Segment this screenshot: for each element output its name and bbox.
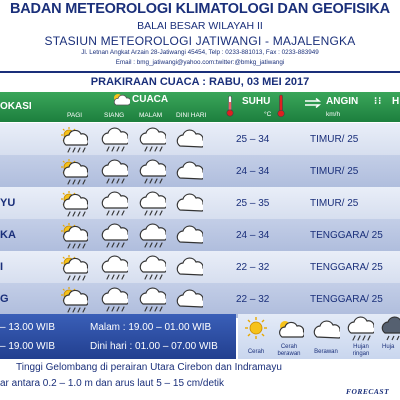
sun-cloud-rain-icon xyxy=(60,159,88,185)
sun-icon xyxy=(244,317,268,339)
cloud-icon xyxy=(175,255,203,281)
cloud-rain-icon xyxy=(138,255,166,281)
cloud-rain-icon xyxy=(100,127,128,153)
period-pagi: PAGI xyxy=(67,112,83,119)
heavy-rain-icon xyxy=(380,316,400,342)
cloud-rain-icon xyxy=(138,159,166,185)
cloud-rain-icon xyxy=(138,223,166,249)
legend-cerah-berawan: Cerah berawan xyxy=(277,344,301,357)
table-header xyxy=(0,92,400,122)
weather-legend xyxy=(238,314,400,359)
wind-value: TIMUR/ 25 xyxy=(310,198,359,209)
forecast-brand: FORECAST xyxy=(346,387,390,396)
cloud-rain-icon xyxy=(138,191,166,217)
region-title: BALAI BESAR WILAYAH II xyxy=(137,20,263,32)
sun-cloud-rain-icon xyxy=(60,223,88,249)
marquee-line-2: ar antara 0.2 – 1.0 m dan arus laut 5 – 15 cm/detik xyxy=(0,378,225,389)
marquee-line-1: Tinggi Gelombang di perairan Utara Cirebon dan Indramayu xyxy=(16,362,282,373)
cloud-rain-icon xyxy=(138,127,166,153)
temperature-range: 22 – 32 xyxy=(236,294,270,305)
period-siang: SIANG xyxy=(104,112,125,119)
table-row xyxy=(0,251,400,286)
column-location: OKASI xyxy=(0,101,32,112)
sun-cloud-rain-icon xyxy=(60,255,88,281)
dini-time: Dini hari : 01.00 – 07.00 WIB xyxy=(90,341,218,352)
cloud-rain-icon xyxy=(100,159,128,185)
sun-cloud-icon xyxy=(276,318,304,340)
temperature-range: 25 – 35 xyxy=(236,198,270,209)
cloud-icon xyxy=(175,159,203,185)
wind-value: TENGGARA/ 25 xyxy=(310,230,383,241)
pagi-time: – 13.00 WIB xyxy=(0,322,56,333)
table-row xyxy=(0,187,400,222)
cloud-sun-icon xyxy=(112,92,130,106)
thermometer-red-icon xyxy=(277,94,285,118)
header-divider xyxy=(0,71,400,73)
legend-berawan: Berawan xyxy=(314,349,338,355)
agency-title: BADAN METEOROLOGI KLIMATOLOGI DAN GEOFISIKA xyxy=(10,1,390,17)
cloud-icon xyxy=(175,127,203,153)
cloud-rain-icon xyxy=(100,223,128,249)
cloud-rain-icon xyxy=(100,191,128,217)
station-title: STASIUN METEOROLOGI JATIWANGI - MAJALENGKA xyxy=(44,34,356,48)
forecast-title: PRAKIRAAN CUACA : RABU, 03 MEI 2017 xyxy=(90,76,310,88)
address-line: Jl. Letnan Angkat Arzain 28-Jatiwangi 45454, Telp : 0233-881013, Fax : 0233-883949 xyxy=(81,49,319,56)
cloud-icon xyxy=(175,223,203,249)
wind-unit: km/h xyxy=(326,111,341,118)
column-temperature: SUHU xyxy=(242,96,271,107)
period-times-panel xyxy=(0,314,236,359)
table-row xyxy=(0,283,400,318)
legend-hujan-ringan: Hujan ringan xyxy=(352,344,370,357)
cloud-rain-icon xyxy=(100,287,128,313)
table-row xyxy=(0,155,400,190)
column-wind: ANGIN xyxy=(326,96,359,107)
period-dini-hari: DINI HARI xyxy=(176,112,207,119)
cloud-icon xyxy=(175,191,203,217)
temperature-range: 24 – 34 xyxy=(236,230,270,241)
wind-value: TENGGARA/ 25 xyxy=(310,262,383,273)
legend-cerah: Cerah xyxy=(247,349,265,355)
legend-hujan: Huja xyxy=(382,344,395,350)
sun-cloud-rain-icon xyxy=(60,287,88,313)
temperature-unit: °C xyxy=(264,111,272,118)
light-rain-icon xyxy=(346,316,374,342)
location-name: KA xyxy=(0,229,16,241)
cloud-rain-icon xyxy=(100,255,128,281)
location-name: G xyxy=(0,293,9,305)
malam-time: Malam : 19.00 – 01.00 WIB xyxy=(90,322,212,333)
table-row xyxy=(0,219,400,254)
sun-cloud-rain-icon xyxy=(60,191,88,217)
contact-line: Email : bmg_jatiwangi@yahoo.com:twitter:@bmkg_jatiwangi xyxy=(115,59,285,66)
column-humidity: H xyxy=(392,96,400,107)
thermometer-icon xyxy=(226,95,234,117)
cloud-rain-icon xyxy=(138,287,166,313)
wind-value: TIMUR/ 25 xyxy=(310,134,359,145)
temperature-range: 25 – 34 xyxy=(236,134,270,145)
wind-arrow-icon xyxy=(304,98,324,108)
table-row xyxy=(0,123,400,158)
period-malam: MALAM xyxy=(139,112,163,119)
cloud-icon xyxy=(312,318,340,340)
wind-value: TENGGARA/ 25 xyxy=(310,294,383,305)
humidity-dots: ⁝⁝ xyxy=(374,96,383,107)
temperature-range: 22 – 32 xyxy=(236,262,270,273)
siang-time: – 19.00 WIB xyxy=(0,341,56,352)
location-name: I xyxy=(0,261,4,273)
column-weather: CUACA xyxy=(132,94,169,105)
temperature-range: 24 – 34 xyxy=(236,166,270,177)
cloud-icon xyxy=(175,287,203,313)
location-name: YU xyxy=(0,197,16,209)
sun-cloud-rain-icon xyxy=(60,127,88,153)
wind-value: TIMUR/ 25 xyxy=(310,166,359,177)
